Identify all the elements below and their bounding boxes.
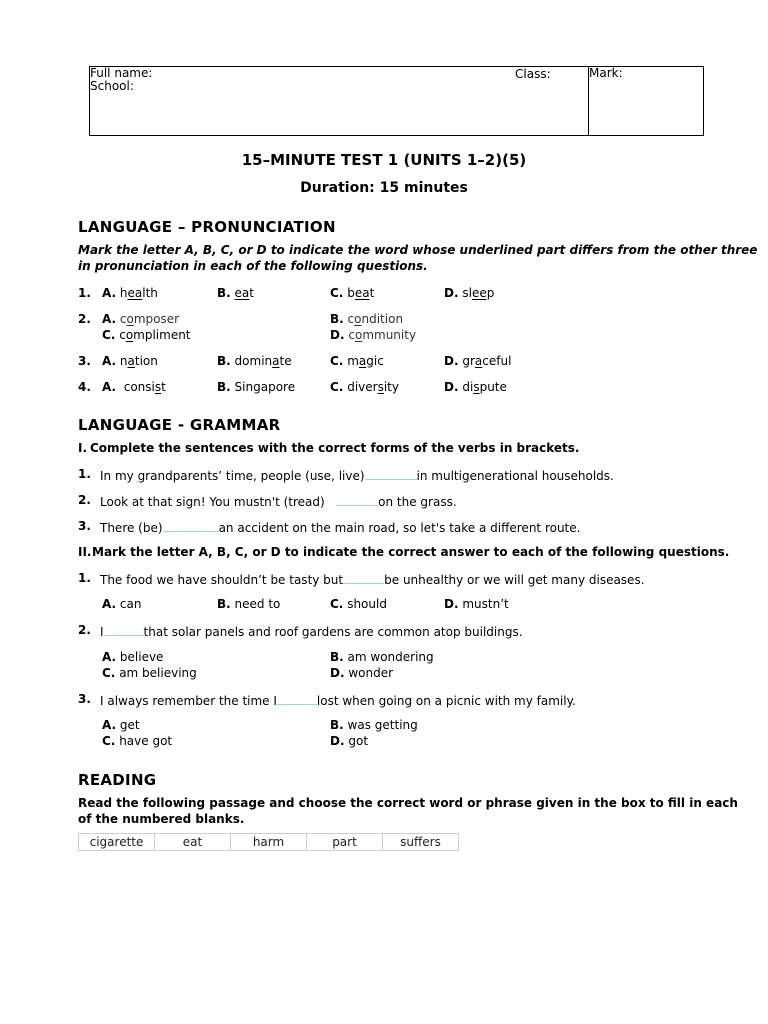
answer-blank[interactable] (365, 467, 417, 480)
option-a: A. consist (102, 380, 166, 394)
word-box-item: eat (155, 834, 231, 850)
pronunciation-heading: LANGUAGE – PRONUNCIATION (78, 218, 336, 236)
answer-blank[interactable] (163, 519, 219, 532)
option-b: B. dominate (217, 354, 292, 368)
question-number: 3. (78, 519, 91, 533)
word-box-item: cigarette (79, 834, 155, 850)
reading-instruction-line2: of the numbered blanks. (78, 812, 245, 826)
option-b[interactable]: B. was getting (330, 718, 418, 732)
option-a: A. nation (102, 354, 158, 368)
school-label: School: (90, 79, 134, 93)
option-a: A. composer (102, 312, 180, 326)
mc-question-2: I that solar panels and roof gardens are common atop buildings. (100, 625, 523, 639)
option-c: C. compliment (102, 328, 191, 342)
question-number: 1. (78, 571, 91, 585)
question-number: 4. (78, 380, 91, 394)
reading-heading: READING (78, 771, 157, 789)
option-c: C. magic (330, 354, 384, 368)
option-d: D. community (330, 328, 417, 342)
sentence-3: There (be) an accident on the main road, so let's take a different route. (100, 521, 581, 535)
option-b: B. condition (330, 312, 404, 326)
question-number: 1. (78, 467, 91, 481)
question-number: 3. (78, 354, 91, 368)
question-number: 2. (78, 312, 91, 326)
answer-blank[interactable] (343, 571, 384, 584)
mc-question-3: I always remember the time I lost when going on a picnic with my family. (100, 694, 576, 708)
question-number: 3. (78, 692, 91, 706)
option-d: D. dispute (444, 380, 507, 394)
pronunciation-instruction-line2: in pronunciation in each of the following questions. (78, 259, 428, 273)
grammar-heading: LANGUAGE - GRAMMAR (78, 416, 281, 434)
class-label: Class: (515, 67, 551, 81)
test-duration: Duration: 15 minutes (300, 180, 468, 196)
option-a[interactable]: A. believe (102, 650, 164, 664)
sentence-1: In my grandparents’ time, people (use, live) in multigenerational households. (100, 469, 614, 483)
mark-label: Mark: (589, 66, 623, 80)
option-c: C. beat (330, 286, 375, 300)
option-c[interactable]: C. am believing (102, 666, 197, 680)
option-a[interactable]: A. can (102, 597, 142, 611)
option-c[interactable]: C. have got (102, 734, 173, 748)
answer-blank[interactable] (336, 493, 378, 506)
grammar-part2-title: Mark the letter A, B, C, or D to indicate the correct answer to each of the following questions. (92, 545, 730, 559)
answer-blank[interactable] (104, 623, 144, 636)
option-b[interactable]: B. am wondering (330, 650, 434, 664)
answer-blank[interactable] (277, 692, 317, 705)
question-number: 2. (78, 493, 91, 507)
option-c[interactable]: C. should (330, 597, 387, 611)
option-a[interactable]: A. get (102, 718, 140, 732)
word-box-item: harm (231, 834, 307, 850)
option-d: D. graceful (444, 354, 512, 368)
reading-instruction-line1: Read the following passage and choose the correct word or phrase given in the box to fill in each (78, 796, 738, 810)
sentence-2: Look at that sign! You mustn't (tread) on the grass. (100, 495, 457, 509)
option-d: D. sleep (444, 286, 495, 300)
full-name-label: Full name: (90, 66, 153, 80)
question-number: 2. (78, 623, 91, 637)
word-box-item: suffers (400, 835, 441, 849)
word-box-item: part (307, 834, 383, 850)
option-c: C. diversity (330, 380, 399, 394)
option-a: A. health (102, 286, 158, 300)
mc-question-1: The food we have shouldn’t be tasty but be unhealthy or we will get many diseases. (100, 573, 645, 587)
pronunciation-instruction-line1: Mark the letter A, B, C, or D to indicate the word whose underlined part differs from the other three (78, 243, 758, 257)
option-d[interactable]: D. wonder (330, 666, 394, 680)
grammar-part2-number: II. (78, 545, 92, 559)
word-box (78, 833, 459, 851)
option-b: B. eat (217, 286, 255, 300)
test-title: 15–MINUTE TEST 1 (UNITS 1–2)(5) (241, 151, 527, 169)
grammar-part1-number: I. (78, 441, 88, 455)
grammar-part1-title: Complete the sentences with the correct forms of the verbs in brackets. (90, 441, 580, 455)
option-d[interactable]: D. got (330, 734, 369, 748)
option-b: B. Singapore (217, 380, 296, 394)
option-d[interactable]: D. mustn’t (444, 597, 509, 611)
option-b[interactable]: B. need to (217, 597, 281, 611)
question-number: 1. (78, 286, 91, 300)
